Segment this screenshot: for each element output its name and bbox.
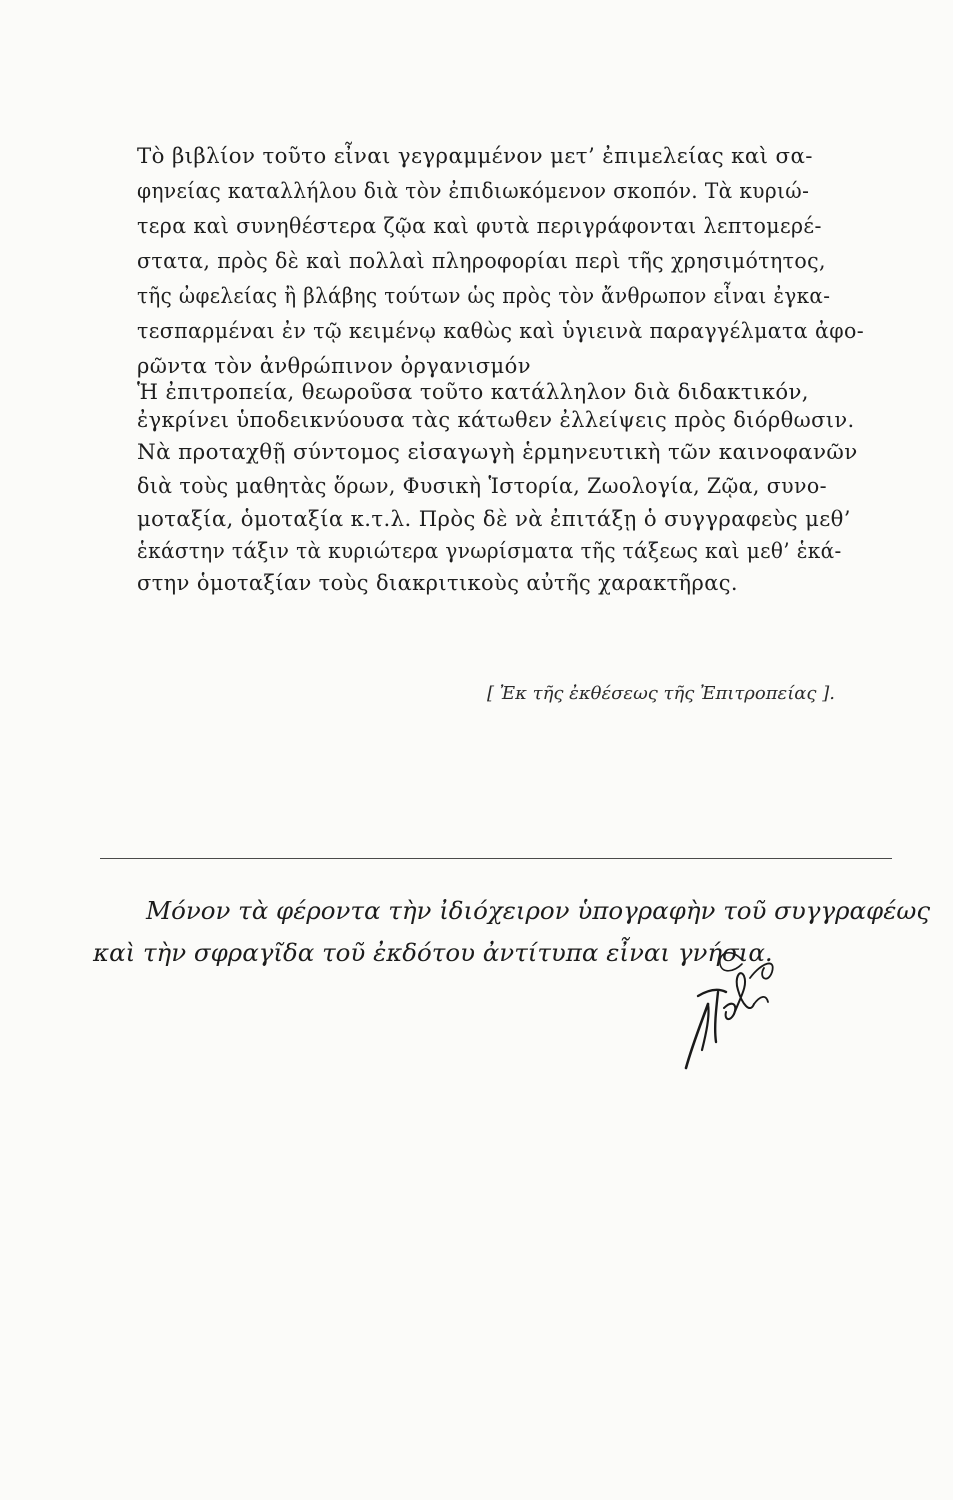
body-line-5: τῆς ὠφελείας ἢ βλάβης τούτων ὡς πρὸς τὸν ἄνθρωπον εἶναι ἐγκα- [137, 284, 831, 309]
horizontal-divider [100, 858, 892, 859]
body-line-8: Ἡ ἐπιτροπεία, θεωροῦσα τοῦτο κατάλληλον διὰ διδακτικόν, [137, 380, 809, 405]
body-line-13: ἑκάστην τάξιν τὰ κυριώτερα γνωρίσματα τῆς τάξεως καὶ μεθ’ ἑκά- [137, 539, 842, 564]
body-line-1: Τὸ βιβλίον τοῦτο εἶναι γεγραμμένον μετ’ ἐπιμελείας καὶ σα- [137, 144, 813, 169]
handwritten-signature-icon [668, 938, 788, 1078]
body-line-11: διὰ τοὺς μαθητὰς ὅρων, Φυσικὴ Ἱστορία, Ζωολογία, Ζῷα, συνο- [137, 474, 827, 499]
body-line-10: Νὰ προταχθῇ σύντομος εἰσαγωγὴ ἑρμηνευτικὴ τῶν καινοφανῶν [137, 440, 858, 465]
body-line-3: τερα καὶ συνηθέστερα ζῷα καὶ φυτὰ περιγράφονται λεπτομερέ- [137, 214, 822, 239]
body-line-4: στατα, πρὸς δὲ καὶ πολλαὶ πληροφορίαι περὶ τῆς χρησιμότητος, [137, 249, 826, 274]
body-line-12: μοταξία, ὁμοταξία κ.τ.λ. Πρὸς δὲ νὰ ἐπιτάξῃ ὁ συγγραφεὺς μεθ’ [137, 507, 851, 532]
body-line-2: φηνείας καταλλήλου διὰ τὸν ἐπιδιωκόμενον σκοπόν. Τὰ κυριώ- [137, 179, 810, 204]
source-citation: [ Ἐκ τῆς ἐκθέσεως τῆς Ἐπιτροπείας ]. [487, 683, 835, 704]
body-line-6: τεσπαρμέναι ἐν τῷ κειμένῳ καθὼς καὶ ὑγιεινὰ παραγγέλματα ἀφο- [137, 319, 865, 344]
body-line-9: ἐγκρίνει ὑποδεικνύουσα τὰς κάτωθεν ἐλλείψεις πρὸς διόρθωσιν. [137, 408, 855, 433]
authenticity-notice-line-1: Μόνον τὰ φέροντα τὴν ἰδιόχειρον ὑπογραφὴν τοῦ συγγραφέως [146, 896, 931, 925]
authenticity-notice-line-2: καὶ τὴν σφραγῖδα τοῦ ἐκδότου ἀντίτυπα εἶναι γνήσια. [93, 938, 773, 967]
body-line-14: στην ὁμοταξίαν τοὺς διακριτικοὺς αὐτῆς χαρακτῆρας. [137, 571, 738, 596]
body-line-7: ρῶντα τὸν ἀνθρώπινον ὀργανισμόν [137, 354, 531, 379]
